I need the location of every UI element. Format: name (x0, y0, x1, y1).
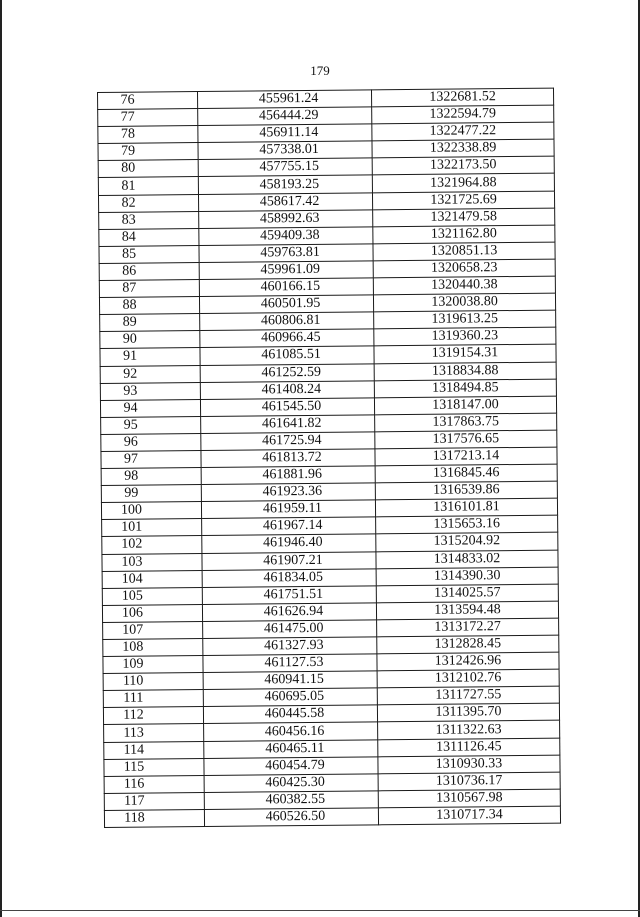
y-coordinate-cell: 1310930.33 (378, 755, 560, 774)
x-coordinate-cell: 459763.81 (199, 244, 373, 263)
y-coordinate-cell: 1310567.98 (378, 789, 560, 808)
x-coordinate-cell: 461959.11 (201, 500, 375, 519)
x-coordinate-cell: 461751.51 (202, 586, 376, 605)
y-coordinate-cell: 1318494.85 (374, 379, 556, 398)
y-coordinate-cell: 1316539.86 (375, 481, 557, 500)
point-number-cell: 93 (100, 382, 200, 400)
point-number-cell: 77 (98, 109, 198, 127)
x-coordinate-cell: 460456.16 (204, 722, 378, 741)
point-number-cell: 82 (98, 194, 198, 212)
y-coordinate-cell: 1311322.63 (378, 721, 560, 740)
y-coordinate-cell: 1310736.17 (378, 772, 560, 791)
point-number-cell: 114 (104, 741, 204, 759)
y-coordinate-cell: 1318834.88 (374, 362, 556, 381)
point-number-cell: 83 (99, 211, 199, 229)
point-number-cell: 90 (100, 331, 200, 349)
point-number-cell: 116 (104, 775, 204, 793)
x-coordinate-cell: 461967.14 (202, 517, 376, 536)
point-number-cell: 100 (101, 502, 201, 520)
page-number: 179 (310, 63, 330, 78)
point-number-cell: 98 (101, 468, 201, 486)
point-number-cell: 95 (101, 416, 201, 434)
point-number-cell: 85 (99, 245, 199, 263)
point-number-cell: 91 (100, 348, 200, 366)
x-coordinate-cell: 461127.53 (203, 654, 377, 673)
x-coordinate-cell: 456911.14 (198, 124, 372, 143)
point-number-cell: 118 (104, 809, 204, 827)
x-coordinate-cell: 461475.00 (203, 620, 377, 639)
x-coordinate-cell: 458617.42 (198, 192, 372, 211)
x-coordinate-cell: 460695.05 (203, 688, 377, 707)
x-coordinate-cell: 461327.93 (203, 637, 377, 656)
point-number-cell: 115 (104, 758, 204, 776)
y-coordinate-cell: 1322338.89 (372, 139, 554, 158)
point-number-cell: 88 (99, 297, 199, 315)
y-coordinate-cell: 1311727.55 (377, 686, 559, 705)
x-coordinate-cell: 457338.01 (198, 141, 372, 160)
point-number-cell: 87 (99, 280, 199, 298)
y-coordinate-cell: 1312426.96 (377, 652, 559, 671)
point-number-cell: 102 (102, 536, 202, 554)
x-coordinate-cell: 460526.50 (204, 808, 378, 827)
y-coordinate-cell: 1311395.70 (377, 703, 559, 722)
x-coordinate-cell: 460166.15 (199, 278, 373, 297)
point-number-cell: 76 (98, 92, 198, 110)
y-coordinate-cell: 1311126.45 (378, 738, 560, 757)
y-coordinate-cell: 1319360.23 (374, 327, 556, 346)
x-coordinate-cell: 460465.11 (204, 739, 378, 758)
coordinates-table-body (98, 88, 561, 827)
point-number-cell: 101 (102, 519, 202, 537)
y-coordinate-cell: 1321162.80 (373, 225, 555, 244)
point-number-cell: 92 (100, 365, 200, 383)
point-number-cell: 111 (103, 690, 203, 708)
y-coordinate-cell: 1318147.00 (374, 396, 556, 415)
point-number-cell: 113 (104, 724, 204, 742)
point-number-cell: 94 (100, 399, 200, 417)
point-number-cell: 109 (103, 656, 203, 674)
x-coordinate-cell: 461545.50 (200, 398, 374, 417)
x-coordinate-cell: 461085.51 (200, 346, 374, 365)
page-edge-left (0, 0, 2, 917)
point-number-cell: 89 (100, 314, 200, 332)
y-coordinate-cell: 1316845.46 (375, 464, 557, 483)
point-number-cell: 80 (98, 160, 198, 178)
x-coordinate-cell: 458992.63 (199, 210, 373, 229)
x-coordinate-cell: 457755.15 (198, 158, 372, 177)
y-coordinate-cell: 1314025.57 (376, 584, 558, 603)
x-coordinate-cell: 461626.94 (202, 603, 376, 622)
x-coordinate-cell: 461946.40 (202, 534, 376, 553)
x-coordinate-cell: 461813.72 (201, 449, 375, 468)
y-coordinate-cell: 1312828.45 (377, 635, 559, 654)
x-coordinate-cell: 459961.09 (199, 261, 373, 280)
x-coordinate-cell: 460501.95 (199, 295, 373, 314)
x-coordinate-cell: 460806.81 (200, 312, 374, 331)
x-coordinate-cell: 461881.96 (201, 466, 375, 485)
x-coordinate-cell: 461252.59 (200, 363, 374, 382)
x-coordinate-cell: 460941.15 (203, 671, 377, 690)
point-number-cell: 79 (98, 143, 198, 161)
point-number-cell: 103 (102, 553, 202, 571)
y-coordinate-cell: 1313172.27 (377, 618, 559, 637)
x-coordinate-cell: 461923.36 (201, 483, 375, 502)
x-coordinate-cell: 456444.29 (198, 107, 372, 126)
y-coordinate-cell: 1317863.75 (375, 413, 557, 432)
y-coordinate-cell: 1310717.34 (378, 806, 560, 825)
y-coordinate-cell: 1319613.25 (374, 310, 556, 329)
point-number-cell: 106 (102, 604, 202, 622)
x-coordinate-cell: 460382.55 (204, 791, 378, 810)
y-coordinate-cell: 1321479.58 (373, 208, 555, 227)
y-coordinate-cell: 1322173.50 (372, 156, 554, 175)
table-row (104, 806, 560, 827)
page-edge-bottom (0, 910, 640, 911)
point-number-cell: 96 (101, 433, 201, 451)
coordinates-table (97, 88, 561, 828)
point-number-cell: 110 (103, 673, 203, 691)
y-coordinate-cell: 1320851.13 (373, 242, 555, 261)
y-coordinate-cell: 1314390.30 (376, 567, 558, 586)
point-number-cell: 81 (98, 177, 198, 195)
y-coordinate-cell: 1320038.80 (373, 293, 555, 312)
y-coordinate-cell: 1316101.81 (375, 498, 557, 517)
point-number-cell: 97 (101, 450, 201, 468)
y-coordinate-cell: 1317213.14 (375, 447, 557, 466)
point-number-cell: 99 (101, 485, 201, 503)
y-coordinate-cell: 1315653.16 (376, 515, 558, 534)
y-coordinate-cell: 1322594.79 (372, 105, 554, 124)
x-coordinate-cell: 461641.82 (201, 415, 375, 434)
y-coordinate-cell: 1321964.88 (372, 174, 554, 193)
y-coordinate-cell: 1317576.65 (375, 430, 557, 449)
point-number-cell: 78 (98, 126, 198, 144)
x-coordinate-cell: 460445.58 (203, 705, 377, 724)
point-number-cell: 117 (104, 792, 204, 810)
point-number-cell: 105 (102, 587, 202, 605)
x-coordinate-cell: 455961.24 (198, 90, 372, 109)
x-coordinate-cell: 458193.25 (198, 175, 372, 194)
point-number-cell: 104 (102, 570, 202, 588)
y-coordinate-cell: 1320440.38 (373, 276, 555, 295)
x-coordinate-cell: 460425.30 (204, 774, 378, 793)
y-coordinate-cell: 1314833.02 (376, 550, 558, 569)
x-coordinate-cell: 461408.24 (200, 380, 374, 399)
y-coordinate-cell: 1321725.69 (372, 191, 554, 210)
point-number-cell: 112 (103, 707, 203, 725)
y-coordinate-cell: 1312102.76 (377, 669, 559, 688)
y-coordinate-cell: 1315204.92 (376, 533, 558, 552)
y-coordinate-cell: 1319154.31 (374, 345, 556, 364)
y-coordinate-cell: 1313594.48 (376, 601, 558, 620)
x-coordinate-cell: 461907.21 (202, 551, 376, 570)
point-number-cell: 84 (99, 228, 199, 246)
point-number-cell: 86 (99, 262, 199, 280)
x-coordinate-cell: 460966.45 (200, 329, 374, 348)
y-coordinate-cell: 1320658.23 (373, 259, 555, 278)
point-number-cell: 107 (103, 621, 203, 639)
y-coordinate-cell: 1322681.52 (371, 88, 553, 107)
x-coordinate-cell: 460454.79 (204, 756, 378, 775)
x-coordinate-cell: 461725.94 (201, 432, 375, 451)
x-coordinate-cell: 461834.05 (202, 568, 376, 587)
point-number-cell: 108 (103, 639, 203, 657)
x-coordinate-cell: 459409.38 (199, 227, 373, 246)
y-coordinate-cell: 1322477.22 (372, 122, 554, 141)
